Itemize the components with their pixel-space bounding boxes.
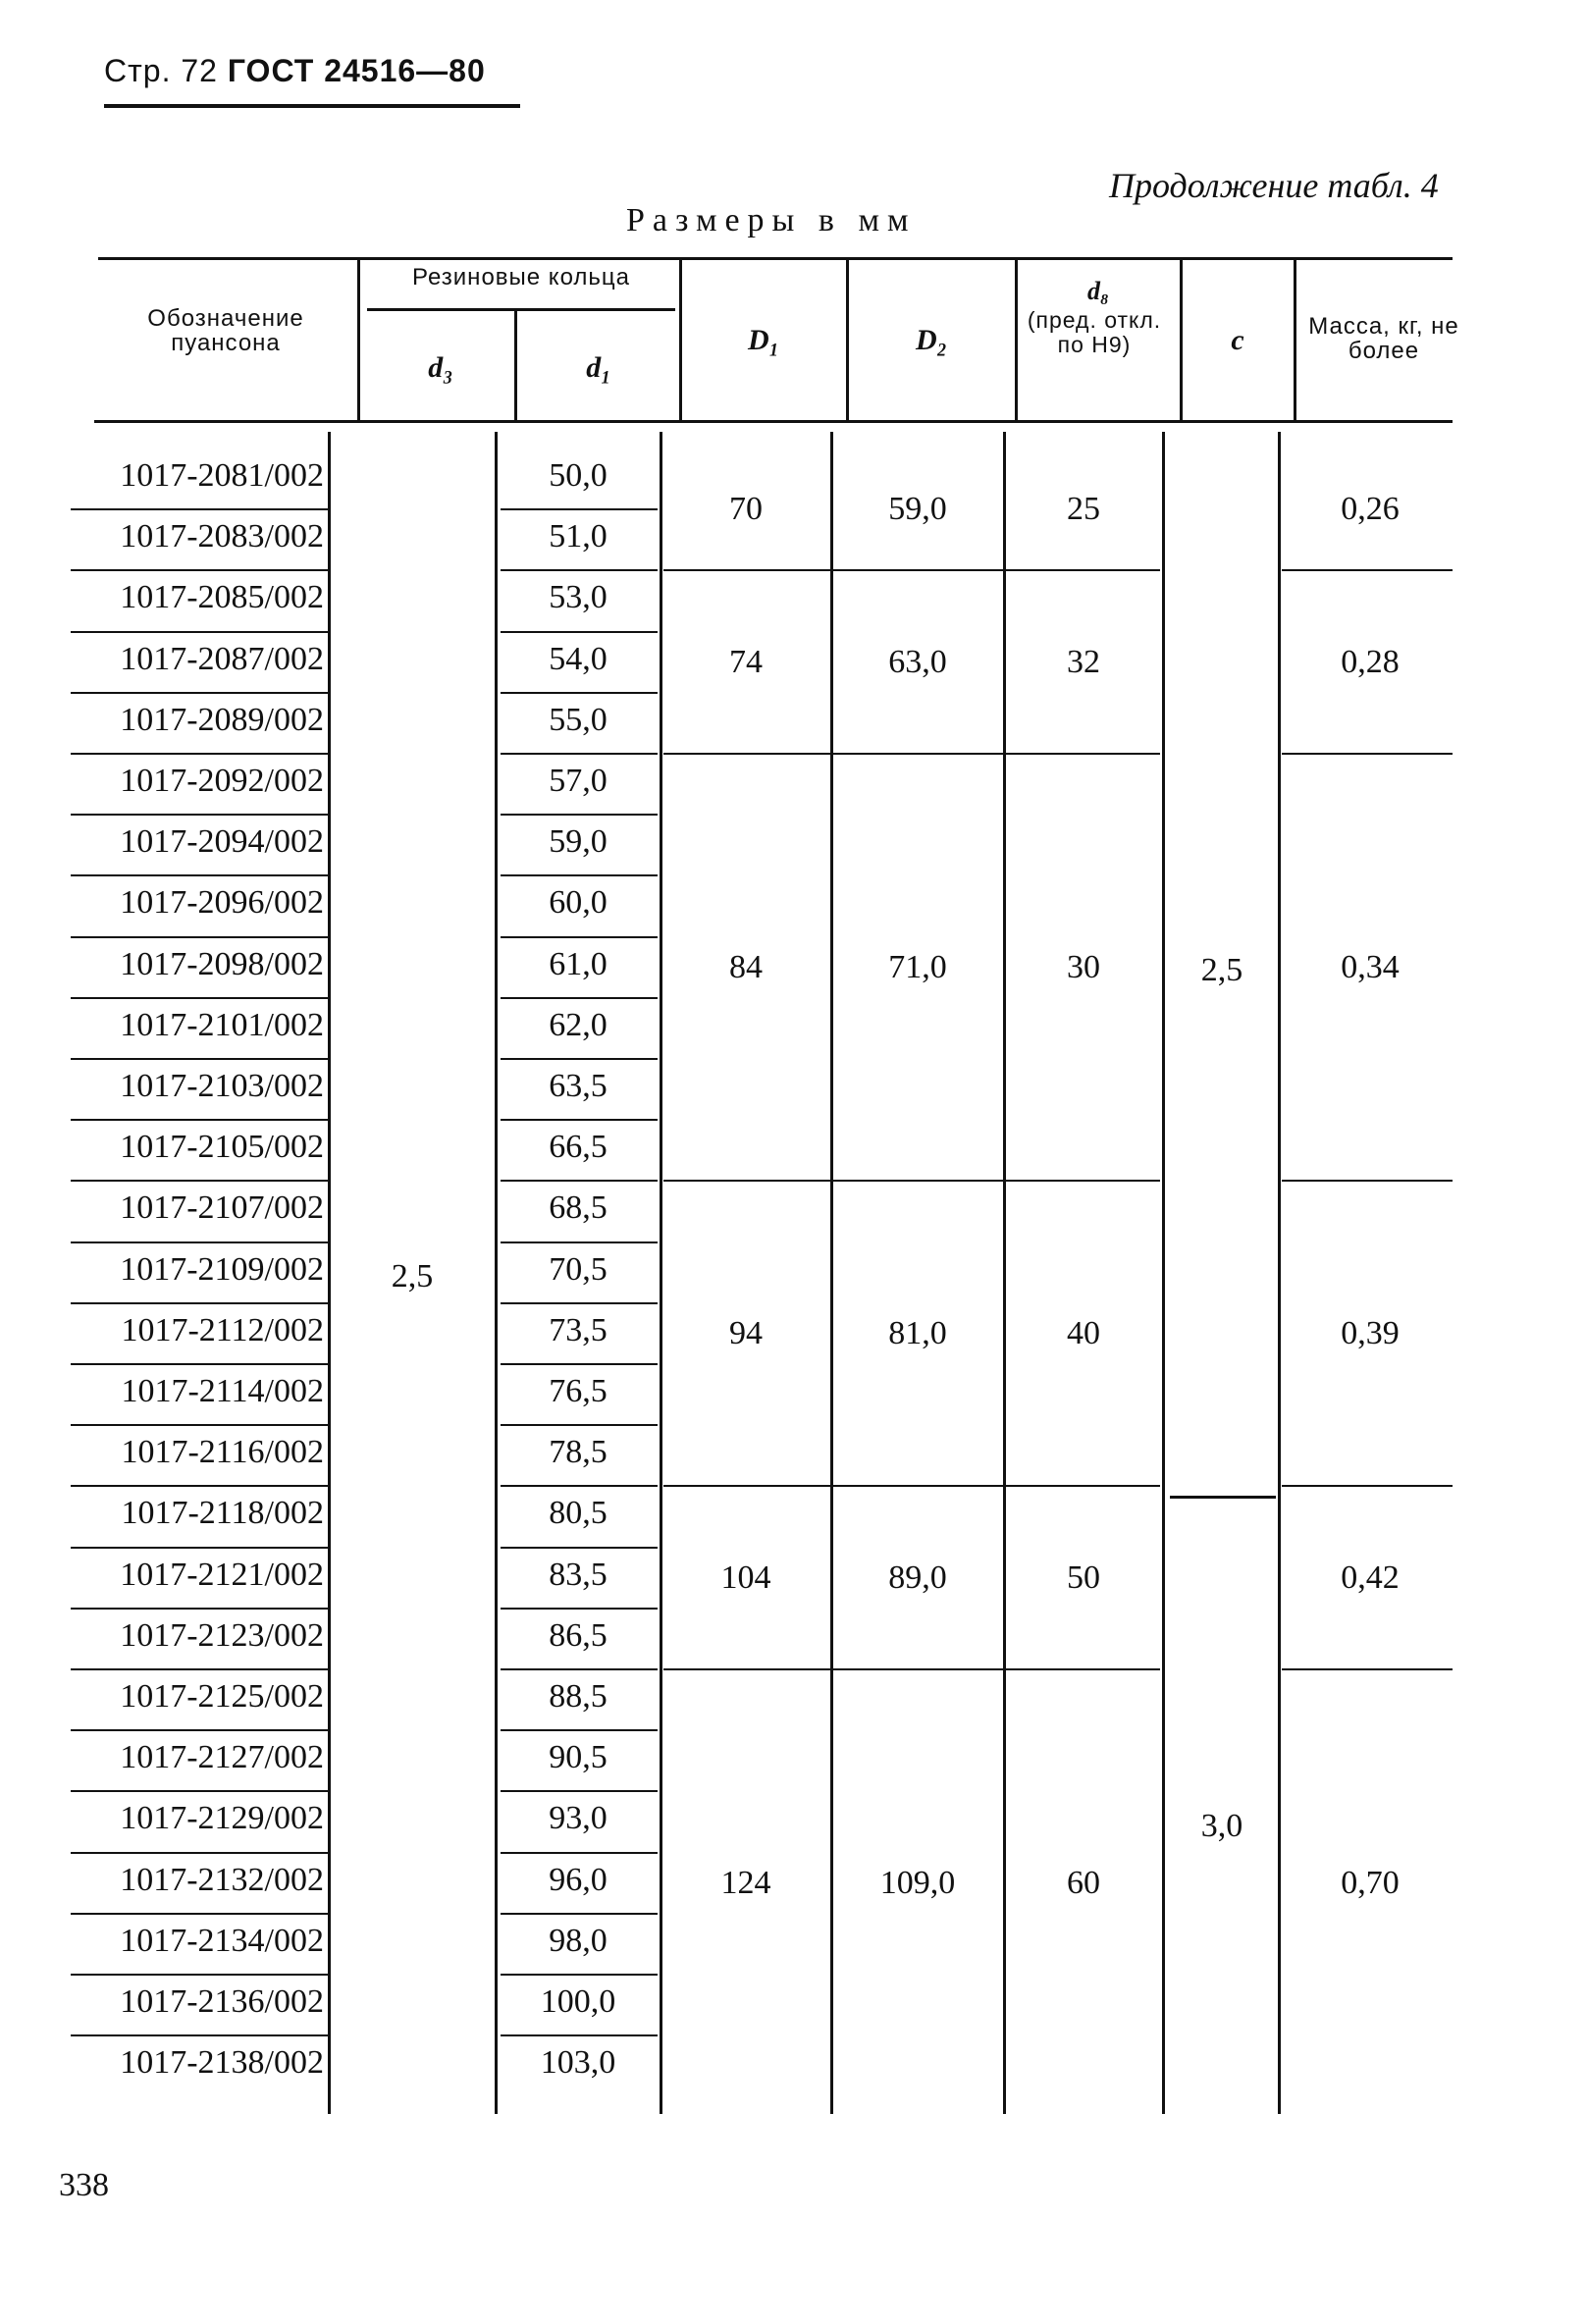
- group-d8-cell: 32: [1067, 643, 1100, 680]
- d3-value: 2,5: [391, 1258, 434, 1294]
- group-mass-cell: 0,42: [1341, 1558, 1400, 1596]
- d1-cell: 53,0: [549, 579, 608, 616]
- designation-cell: 1017-2121/002: [120, 1556, 324, 1593]
- header-divider: [846, 259, 849, 422]
- row-rule: [501, 569, 658, 571]
- d1-cell: 59,0: [549, 823, 608, 861]
- c-value: 3,0: [1200, 1808, 1243, 1844]
- header-divider: [357, 259, 360, 422]
- row-rule: [501, 1363, 658, 1365]
- row-rule: [501, 1241, 658, 1243]
- row-rule: [501, 1668, 658, 1670]
- header-divider: [514, 310, 517, 422]
- designation-cell: 1017-2134/002: [120, 1922, 324, 1959]
- d1-cell: 51,0: [549, 518, 608, 555]
- designation-cell: 1017-2129/002: [120, 1800, 324, 1837]
- group-d1-cell: 74: [729, 643, 763, 680]
- header-D2: D₂: [915, 324, 948, 356]
- body-divider: [1003, 432, 1006, 2114]
- row-rule: [71, 1302, 328, 1304]
- group-rule: [663, 1668, 1160, 1670]
- d1-cell: 80,5: [549, 1495, 608, 1532]
- row-rule: [71, 1729, 328, 1731]
- designation-cell: 1017-2105/002: [120, 1129, 324, 1166]
- designation-cell: 1017-2118/002: [121, 1495, 324, 1532]
- row-rule: [501, 1119, 658, 1121]
- group-rule: [663, 569, 1160, 571]
- row-rule: [71, 1119, 328, 1121]
- row-rule: [71, 814, 328, 816]
- group-mass-cell: 0,70: [1341, 1864, 1400, 1901]
- d1-cell: 90,5: [549, 1739, 608, 1776]
- group-d2-cell: 71,0: [888, 948, 947, 985]
- d1-cell: 50,0: [549, 457, 608, 494]
- row-rule: [501, 814, 658, 816]
- body-divider: [1278, 432, 1281, 2114]
- row-rule: [501, 1729, 658, 1731]
- group-rule: [663, 1485, 1160, 1487]
- d1-cell: 76,5: [549, 1373, 608, 1409]
- row-rule: [71, 1608, 328, 1610]
- row-rule: [501, 1608, 658, 1610]
- header-d1: d₁: [586, 351, 611, 384]
- d1-cell: 61,0: [549, 945, 608, 982]
- designation-cell: 1017-2125/002: [120, 1678, 324, 1715]
- designation-cell: 1017-2127/002: [120, 1739, 324, 1776]
- group-d8-cell: 40: [1067, 1314, 1100, 1351]
- designation-cell: 1017-2096/002: [120, 884, 324, 922]
- row-rule: [501, 1485, 658, 1487]
- group-d1-cell: 124: [720, 1864, 771, 1901]
- page-header: [104, 53, 486, 89]
- group-rule: [1282, 1485, 1453, 1487]
- row-rule: [501, 997, 658, 999]
- row-rule: [71, 1852, 328, 1854]
- group-d8-cell: 60: [1067, 1864, 1100, 1901]
- row-rule: [71, 874, 328, 876]
- row-rule: [501, 1913, 658, 1915]
- row-rule: [71, 1547, 328, 1549]
- header-d8-note: (пред. откл. по H9): [1027, 307, 1162, 357]
- row-rule: [71, 997, 328, 999]
- designation-cell: 1017-2085/002: [120, 579, 324, 616]
- header-bottom-rule: [94, 420, 1453, 423]
- page-label: Стр. 72: [104, 53, 218, 88]
- page-number: 338: [59, 2167, 109, 2203]
- designation-cell: 1017-2109/002: [120, 1250, 324, 1288]
- standard-number: ГОСТ 24516—80: [227, 53, 486, 88]
- row-rule: [71, 1363, 328, 1365]
- d1-cell: 54,0: [549, 640, 608, 677]
- designation-cell: 1017-2114/002: [121, 1373, 324, 1409]
- header-underline: [104, 104, 520, 108]
- designation-cell: 1017-2092/002: [120, 763, 324, 799]
- dimensions-caption: Размеры в мм: [626, 202, 917, 238]
- group-mass-cell: 0,34: [1341, 948, 1400, 985]
- d1-cell: 57,0: [549, 763, 608, 799]
- group-d1-cell: 70: [729, 491, 763, 528]
- body-divider: [495, 432, 498, 2114]
- header-divider: [1294, 259, 1296, 422]
- group-rule: [1282, 1668, 1453, 1670]
- d1-cell: 78,5: [549, 1434, 608, 1471]
- row-rule: [71, 1485, 328, 1487]
- row-rule: [71, 631, 328, 633]
- header-d8-symbol: d₈: [1086, 277, 1110, 305]
- row-rule: [71, 2034, 328, 2036]
- group-d1-cell: 104: [720, 1558, 771, 1596]
- row-rule: [501, 631, 658, 633]
- body-divider: [1162, 432, 1165, 2114]
- row-rule: [71, 692, 328, 694]
- d1-cell: 100,0: [540, 1983, 616, 2020]
- group-d2-cell: 63,0: [888, 643, 947, 680]
- row-rule: [71, 1668, 328, 1670]
- designation-cell: 1017-2107/002: [120, 1189, 324, 1227]
- d1-cell: 73,5: [549, 1311, 608, 1348]
- designation-cell: 1017-2138/002: [120, 2044, 324, 2082]
- header-divider: [679, 259, 682, 422]
- row-rule: [501, 1790, 658, 1792]
- header-rubber-rings: Резиновые кольца: [412, 264, 630, 290]
- row-rule: [71, 1424, 328, 1426]
- group-d8-cell: 30: [1067, 948, 1100, 985]
- row-rule: [501, 692, 658, 694]
- d1-cell: 55,0: [549, 701, 608, 738]
- row-rule: [501, 508, 658, 510]
- body-divider: [328, 432, 331, 2114]
- header-D1: D₁: [747, 324, 780, 356]
- header-d3: d₃: [428, 351, 453, 384]
- designation-cell: 1017-2101/002: [120, 1006, 324, 1043]
- row-rule: [501, 1302, 658, 1304]
- group-d2-cell: 81,0: [888, 1314, 947, 1351]
- designation-cell: 1017-2083/002: [120, 518, 324, 555]
- table-top-rule: [98, 257, 1453, 260]
- designation-cell: 1017-2103/002: [120, 1068, 324, 1104]
- group-d2-cell: 89,0: [888, 1558, 947, 1596]
- d1-cell: 70,5: [549, 1250, 608, 1288]
- designation-cell: 1017-2087/002: [120, 640, 324, 677]
- c-value: 2,5: [1200, 952, 1243, 988]
- row-rule: [71, 569, 328, 571]
- row-rule: [501, 874, 658, 876]
- designation-cell: 1017-2089/002: [120, 701, 324, 738]
- d1-cell: 60,0: [549, 884, 608, 922]
- d1-cell: 68,5: [549, 1189, 608, 1227]
- row-rule: [501, 2034, 658, 2036]
- row-rule: [501, 936, 658, 938]
- group-rule: [1282, 753, 1453, 755]
- row-rule: [71, 1974, 328, 1976]
- d1-cell: 86,5: [549, 1616, 608, 1654]
- c-group-rule: [1170, 1496, 1276, 1499]
- d1-cell: 96,0: [549, 1861, 608, 1898]
- row-rule: [71, 936, 328, 938]
- row-rule: [71, 1058, 328, 1060]
- group-rule: [1282, 569, 1453, 571]
- group-mass-cell: 0,39: [1341, 1314, 1400, 1351]
- designation-cell: 1017-2116/002: [121, 1434, 324, 1471]
- group-d1-cell: 84: [729, 948, 763, 985]
- group-mass-cell: 0,28: [1341, 643, 1400, 680]
- group-d8-cell: 50: [1067, 1558, 1100, 1596]
- body-divider: [660, 432, 662, 2114]
- designation-cell: 1017-2132/002: [120, 1861, 324, 1898]
- d1-cell: 88,5: [549, 1678, 608, 1715]
- designation-cell: 1017-2136/002: [120, 1983, 324, 2020]
- header-mass: Масса, кг, не более: [1308, 313, 1459, 364]
- row-rule: [71, 508, 328, 510]
- rubber-rings-rule: [367, 308, 675, 311]
- d1-cell: 103,0: [540, 2044, 616, 2082]
- row-rule: [501, 753, 658, 755]
- d1-cell: 93,0: [549, 1800, 608, 1837]
- designation-cell: 1017-2112/002: [121, 1311, 324, 1348]
- table-continuation: Продолжение табл. 4: [1109, 166, 1439, 205]
- group-d2-cell: 109,0: [879, 1864, 956, 1901]
- group-d2-cell: 59,0: [888, 491, 947, 528]
- row-rule: [501, 1424, 658, 1426]
- designation-cell: 1017-2081/002: [120, 457, 324, 494]
- d1-cell: 66,5: [549, 1129, 608, 1166]
- group-rule: [663, 1180, 1160, 1182]
- d1-cell: 83,5: [549, 1556, 608, 1593]
- group-rule: [1282, 1180, 1453, 1182]
- row-rule: [501, 1974, 658, 1976]
- d1-cell: 63,5: [549, 1068, 608, 1104]
- designation-cell: 1017-2098/002: [120, 945, 324, 982]
- header-designation: Обозначение пуансона: [147, 305, 304, 356]
- group-rule: [663, 753, 1160, 755]
- group-d1-cell: 94: [729, 1314, 763, 1351]
- header-c: c: [1231, 324, 1244, 356]
- row-rule: [501, 1547, 658, 1549]
- row-rule: [71, 1913, 328, 1915]
- row-rule: [71, 1241, 328, 1243]
- row-rule: [71, 1180, 328, 1182]
- header-divider: [1015, 259, 1018, 422]
- row-rule: [501, 1180, 658, 1182]
- row-rule: [71, 753, 328, 755]
- body-divider: [830, 432, 833, 2114]
- group-d8-cell: 25: [1067, 491, 1100, 528]
- d1-cell: 98,0: [549, 1922, 608, 1959]
- row-rule: [501, 1852, 658, 1854]
- row-rule: [71, 1790, 328, 1792]
- header-divider: [1180, 259, 1183, 422]
- designation-cell: 1017-2094/002: [120, 823, 324, 861]
- d1-cell: 62,0: [549, 1006, 608, 1043]
- row-rule: [501, 1058, 658, 1060]
- designation-cell: 1017-2123/002: [120, 1616, 324, 1654]
- group-mass-cell: 0,26: [1341, 491, 1400, 528]
